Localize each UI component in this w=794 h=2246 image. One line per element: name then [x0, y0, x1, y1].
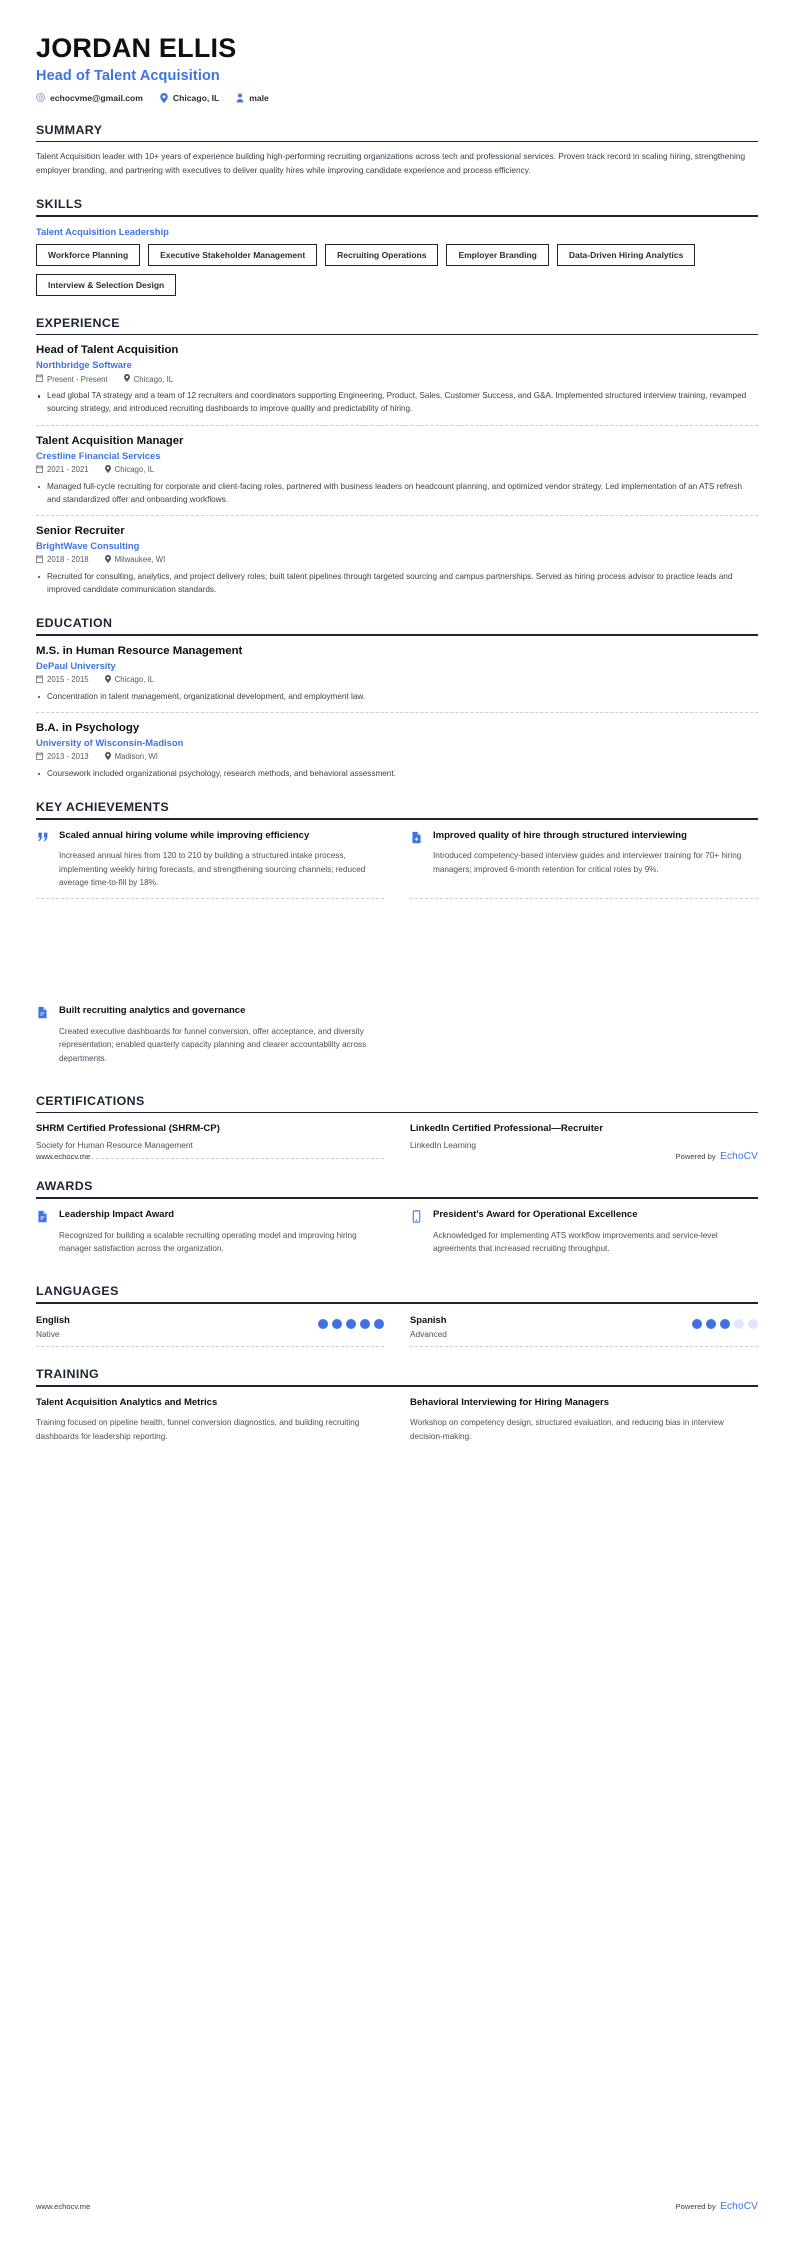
achievement-description: Introduced competency-based interview guides and interviewer training for 70+ hiring managers; improved 6-month retention for critical roles by 9%.: [433, 851, 742, 874]
rating-dot: [332, 1319, 342, 1329]
entry-bullets: [36, 389, 758, 415]
entry-title: Head of Talent Acquisition: [36, 344, 179, 357]
candidate-name: JORDAN ELLIS: [36, 33, 237, 63]
person-icon: [236, 93, 244, 103]
achievements-grid-continued: [36, 995, 758, 1074]
entry-bullet: Managed full-cycle recruiting for corporate and client-facing roles, partnered with business leaders on headcount planning, and optimized vendor strategy. Led implementation of an ATS refresh and standardized offer and onboarding workflows.: [36, 480, 758, 506]
languages-heading: LANGUAGES: [36, 1284, 119, 1299]
skills-tag-list: [36, 244, 758, 296]
page-footer: [36, 1146, 758, 1164]
contact-gender: [236, 93, 269, 103]
contact-location: [160, 93, 219, 103]
entry-meta: [36, 675, 758, 685]
entry-meta: [36, 465, 758, 475]
entry-dates-text: Present - Present: [47, 374, 108, 384]
award-body: [433, 1209, 758, 1255]
entry-bullet: Concentration in talent management, organizational development, and employment law.: [36, 690, 758, 703]
achievements-empty-cell: [410, 995, 758, 1074]
education-heading: EDUCATION: [36, 616, 113, 631]
training-heading: TRAINING: [36, 1367, 100, 1381]
achievement-item: [410, 820, 758, 900]
achievement-description: Increased annual hires from 120 to 210 by building a structured intake process, implementing weekly hiring forecasts, and strengthening sourcing channels; reduced average time-to-fill by 18%.: [59, 851, 366, 887]
rating-dot: [360, 1319, 370, 1329]
language-rating: [318, 1314, 384, 1329]
page-break-spacer: [36, 899, 758, 995]
document-plus-icon: [410, 830, 424, 890]
mobile-icon: [410, 1209, 424, 1255]
award-body: [59, 1209, 384, 1255]
entry-dates-text: 2015 - 2015: [47, 675, 89, 685]
entry-bullets: [36, 767, 758, 780]
achievement-title: Built recruiting analytics and governance: [59, 1005, 246, 1017]
award-title: Leadership Impact Award: [59, 1209, 175, 1221]
entry-location: [124, 374, 173, 384]
training-description: Training focused on pipeline health, funnel conversion diagnostics, and building recruiting dashboards for leadership reporting.: [36, 1418, 360, 1441]
achievement-description: Created executive dashboards for funnel conversion, offer acceptance, and diversity representation; enabled quarterly capacity planning and clearer accountability across departments.: [59, 1027, 367, 1063]
entry-title: Talent Acquisition Manager: [36, 434, 184, 447]
language-level: Advanced: [410, 1329, 447, 1339]
achievement-body: [433, 830, 758, 890]
footer-brand[interactable]: EchoCV: [720, 2201, 758, 2212]
certification-issuer: Society for Human Resource Management: [36, 1140, 193, 1151]
rating-dot: [720, 1319, 730, 1329]
entry-meta: [36, 752, 758, 762]
skill-tag: Workforce Planning: [36, 244, 140, 266]
rating-dot: [692, 1319, 702, 1329]
skill-tag: Executive Stakeholder Management: [148, 244, 317, 266]
entry-bullet: Recruited for consulting, analytics, and project delivery roles; built talent pipelines through targeted sourcing and campus partnerships. Served as hiring process advisor to practice leads and improved candidate communication standards.: [36, 570, 758, 596]
achievement-title: Scaled annual hiring volume while improving efficiency: [59, 829, 310, 841]
entry-dates: [36, 555, 89, 565]
education-entry: [36, 636, 758, 703]
section-awards: [36, 1179, 758, 1264]
entry-meta: [36, 555, 758, 565]
entry-title: Senior Recruiter: [36, 524, 125, 537]
rating-dot: [374, 1319, 384, 1329]
rating-dot: [706, 1319, 716, 1329]
entry-organization: BrightWave Consulting: [36, 539, 140, 551]
achievement-title: Improved quality of hire through structured interviewing: [433, 829, 687, 841]
achievement-item: [36, 995, 384, 1074]
training-item: [410, 1387, 758, 1443]
entry-bullets: [36, 690, 758, 703]
entry-organization: Crestline Financial Services: [36, 449, 161, 461]
footer-powered-by: [676, 2196, 758, 2214]
certification-title: LinkedIn Certified Professional—Recruiter: [410, 1123, 603, 1135]
calendar-icon: [36, 555, 43, 565]
entry-location-text: Chicago, IL: [133, 374, 174, 384]
entry-dates: [36, 752, 89, 762]
entry-bullet: Lead global TA strategy and a team of 12 recruiters and coordinators supporting Engineering, Product, Sales, Customer Success, and G&A. Implemented structured interview training, revamped sourcing strategy, and introduced recruiting dashboards to improve quality and predictability of hiring.: [36, 389, 758, 415]
language-item: [410, 1304, 758, 1347]
education-entry: [36, 712, 758, 780]
rating-dot: [734, 1319, 744, 1329]
awards-grid: [36, 1199, 758, 1264]
skills-group-title: Talent Acquisition Leadership: [36, 225, 169, 237]
document-icon: [36, 1209, 50, 1255]
entry-title: B.A. in Psychology: [36, 721, 140, 734]
certification-issuer: LinkedIn Learning: [410, 1140, 476, 1151]
contact-gender-text: male: [249, 92, 269, 103]
achievements-grid: [36, 820, 758, 900]
entry-title: M.S. in Human Resource Management: [36, 644, 243, 657]
summary-text: Talent Acquisition leader with 10+ years of experience building high-performing recruiting organizations across tech and professional services. Proven track record in scaling hiring, strengthening employer branding, and partnering with executives to deliver quality hires while improving candidate experience and process efficiency.: [36, 151, 746, 175]
contact-email-text: echocvme@gmail.com: [50, 92, 143, 103]
entry-dates-text: 2021 - 2021: [47, 465, 89, 475]
footer-powered-by: [676, 1146, 758, 1164]
location-pin-icon: [160, 93, 168, 103]
skill-tag: Interview & Selection Design: [36, 274, 176, 296]
entry-bullet: Coursework included organizational psychology, research methods, and behavioral assessment.: [36, 767, 758, 780]
entry-meta: [36, 374, 758, 384]
location-pin-icon: [105, 752, 111, 762]
document-icon: [36, 1005, 50, 1065]
location-pin-icon: [105, 555, 111, 565]
section-key-achievements: [36, 800, 758, 1074]
award-item: [36, 1199, 384, 1264]
achievement-item: [36, 820, 384, 900]
footer-brand[interactable]: EchoCV: [720, 1151, 758, 1162]
language-labels: [410, 1314, 447, 1339]
experience-heading: EXPERIENCE: [36, 315, 120, 330]
experience-entry: [36, 425, 758, 506]
resume-header: [36, 34, 758, 103]
email-icon: [36, 93, 45, 102]
entry-organization: University of Wisconsin-Madison: [36, 736, 184, 748]
language-labels: [36, 1314, 70, 1339]
quote-icon: [36, 830, 50, 890]
candidate-role: Head of Talent Acquisition: [36, 67, 220, 84]
page-footer: [36, 2196, 758, 2214]
certification-title: SHRM Certified Professional (SHRM-CP): [36, 1123, 220, 1135]
entry-dates: [36, 374, 108, 384]
entry-dates-text: 2018 - 2018: [47, 555, 89, 565]
entry-location: [105, 555, 166, 565]
training-title: Behavioral Interviewing for Hiring Managers: [410, 1396, 610, 1408]
location-pin-icon: [124, 374, 130, 384]
entry-location-text: Chicago, IL: [114, 465, 155, 475]
skills-heading: SKILLS: [36, 197, 83, 212]
language-name: Spanish: [410, 1314, 447, 1325]
rating-dot: [346, 1319, 356, 1329]
training-grid: [36, 1387, 758, 1443]
award-description: Acknowledged for implementing ATS workflow improvements and service-level agreements that increased recruiting throughput.: [433, 1230, 718, 1254]
footer-powered-label: Powered by: [675, 2202, 716, 2211]
certifications-heading: CERTIFICATIONS: [36, 1093, 145, 1108]
awards-heading: AWARDS: [36, 1179, 93, 1194]
language-name: English: [36, 1314, 70, 1325]
footer-url[interactable]: www.echocv.me: [36, 2202, 91, 2211]
award-item: [410, 1199, 758, 1264]
skills-divider: [36, 215, 758, 217]
entry-organization: DePaul University: [36, 659, 116, 671]
section-skills: [36, 197, 758, 296]
entry-dates: [36, 465, 89, 475]
calendar-icon: [36, 752, 43, 762]
language-level: Native: [36, 1329, 60, 1339]
summary-divider: [36, 141, 758, 143]
training-description: Workshop on competency design, structured evaluation, and reducing bias in interview decision-making.: [410, 1418, 724, 1441]
language-rating: [692, 1314, 758, 1329]
contact-email: [36, 93, 143, 103]
summary-heading: SUMMARY: [36, 122, 103, 137]
footer-url[interactable]: www.echocv.me: [36, 1152, 91, 1161]
entry-location: [105, 675, 154, 685]
section-training: [36, 1367, 758, 1443]
entry-location: [105, 465, 154, 475]
experience-entry: [36, 515, 758, 596]
section-summary: [36, 123, 758, 177]
entry-bullets: [36, 570, 758, 596]
entry-bullets: [36, 480, 758, 506]
section-experience: [36, 316, 758, 596]
skill-tag: Employer Branding: [446, 244, 548, 266]
achievement-body: [59, 1005, 384, 1065]
calendar-icon: [36, 675, 43, 685]
entry-location-text: Milwaukee, WI: [114, 555, 166, 565]
achievement-body: [59, 830, 384, 890]
entry-location-text: Chicago, IL: [114, 675, 155, 685]
rating-dot: [318, 1319, 328, 1329]
language-item: [36, 1304, 384, 1347]
languages-grid: [36, 1304, 758, 1347]
experience-entry: [36, 335, 758, 415]
entry-location: [105, 752, 158, 762]
skill-tag: Data-Driven Hiring Analytics: [557, 244, 695, 266]
calendar-icon: [36, 374, 43, 384]
contact-row: [36, 93, 758, 103]
section-education: [36, 616, 758, 780]
entry-location-text: Madison, WI: [114, 752, 158, 762]
location-pin-icon: [105, 465, 111, 475]
entry-dates-text: 2013 - 2013: [47, 752, 89, 762]
calendar-icon: [36, 465, 43, 475]
award-title: President's Award for Operational Excellence: [433, 1209, 638, 1221]
achievements-heading: KEY ACHIEVEMENTS: [36, 799, 170, 814]
training-item: [36, 1387, 384, 1443]
location-pin-icon: [105, 675, 111, 685]
section-languages: [36, 1284, 758, 1347]
footer-powered-label: Powered by: [675, 1152, 716, 1161]
award-description: Recognized for building a scalable recruiting operating model and improving hiring manager satisfaction across the organization.: [59, 1230, 357, 1254]
entry-organization: Northbridge Software: [36, 359, 132, 371]
entry-dates: [36, 675, 89, 685]
rating-dot: [748, 1319, 758, 1329]
contact-location-text: Chicago, IL: [172, 92, 220, 103]
training-title: Talent Acquisition Analytics and Metrics: [36, 1396, 218, 1408]
skill-tag: Recruiting Operations: [325, 244, 438, 266]
